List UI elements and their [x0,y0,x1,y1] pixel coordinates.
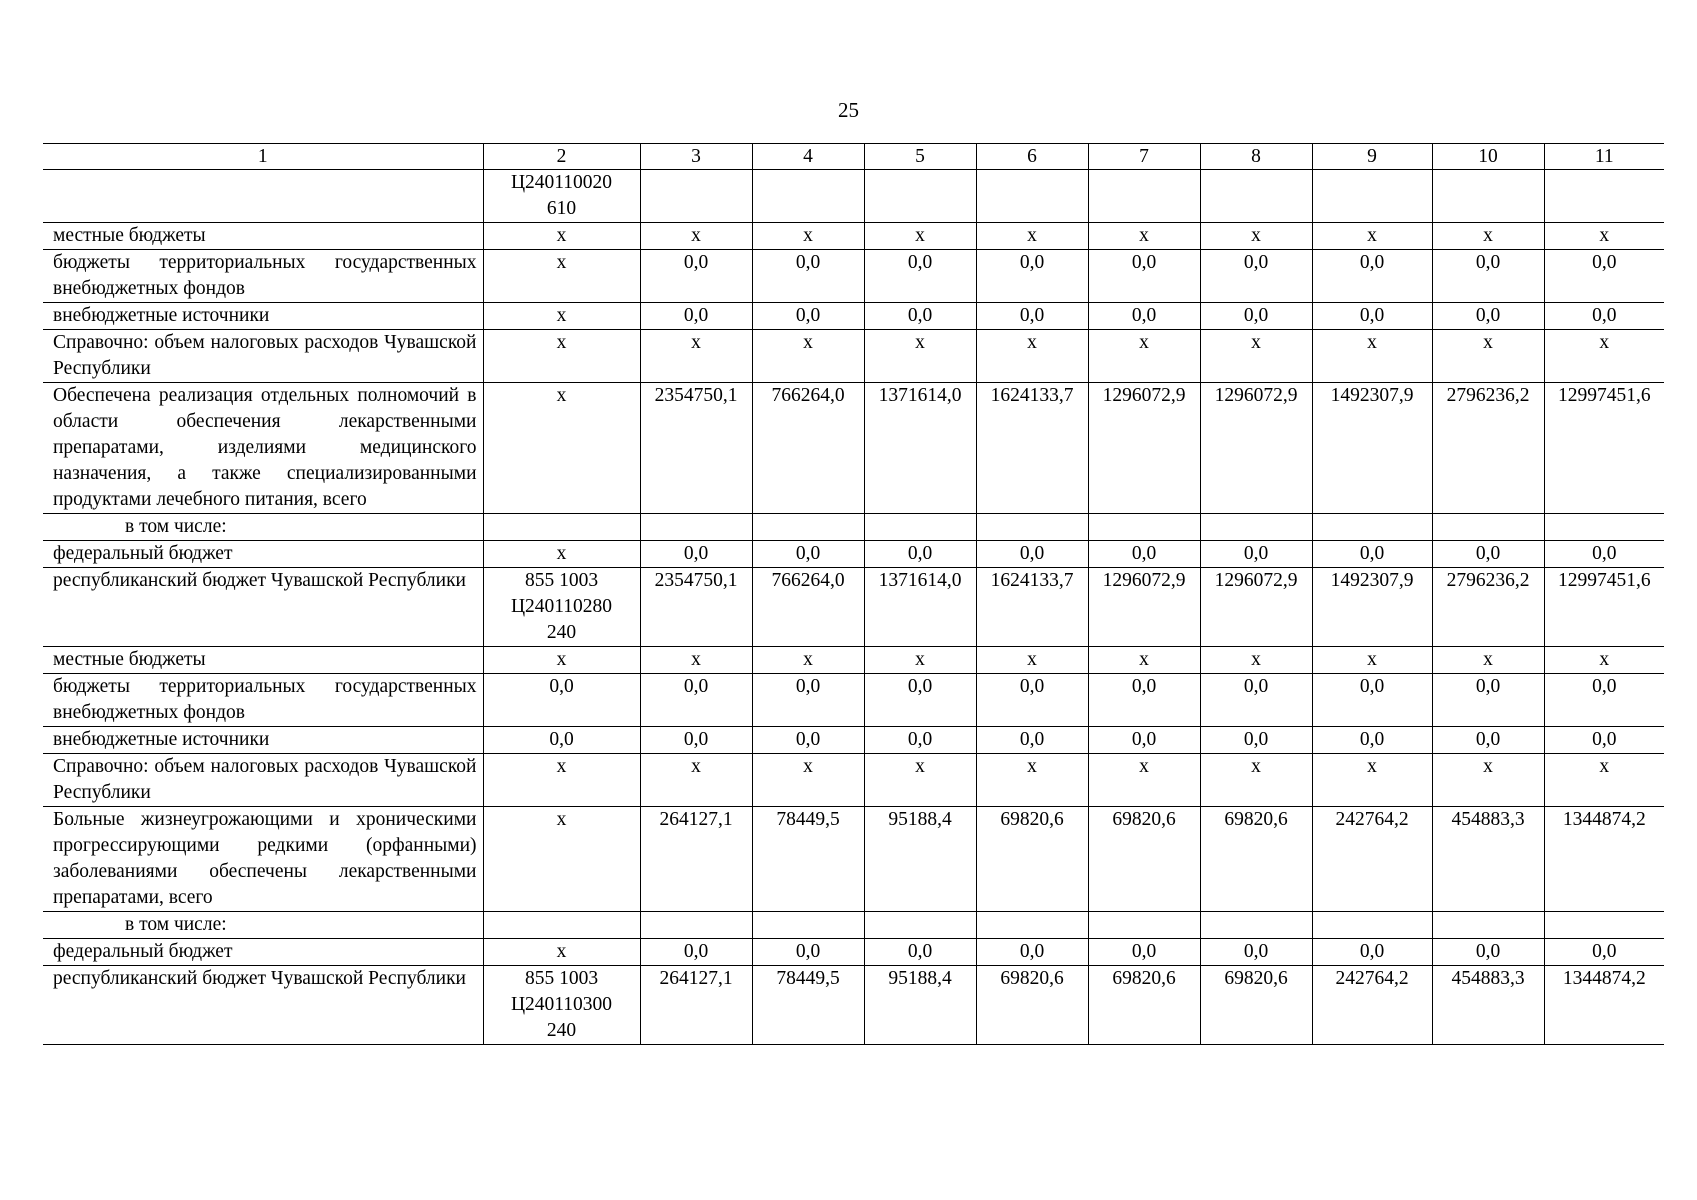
value-cell-col-5: 0,0 [864,303,976,330]
value-cell-col-3: 264127,1 [640,807,752,912]
budget-code-cell: x [483,647,640,674]
value-cell-col-3: x [640,754,752,807]
value-cell-col-7: 1296072,9 [1088,568,1200,647]
budget-code-cell [483,514,640,541]
budget-code-cell [483,912,640,939]
value-cell-col-3: 264127,1 [640,966,752,1045]
value-cell-col-8: x [1200,330,1312,383]
table-row [43,303,1664,330]
value-cell-col-9: 1492307,9 [1312,568,1432,647]
value-cell-col-8: x [1200,647,1312,674]
value-cell-col-8: 1296072,9 [1200,383,1312,514]
value-cell-col-3 [640,912,752,939]
row-label: республиканский бюджет Чувашской Республики [43,966,483,1045]
value-cell-col-4: x [752,223,864,250]
value-cell-col-5: 95188,4 [864,807,976,912]
row-label: местные бюджеты [43,223,483,250]
row-label: бюджеты территориальных государственных внебюджетных фондов [43,674,483,727]
value-cell-col-7: 0,0 [1088,541,1200,568]
value-cell-col-7: 69820,6 [1088,966,1200,1045]
row-label: Справочно: объем налоговых расходов Чувашской Республики [43,330,483,383]
budget-code-cell: x [483,330,640,383]
value-cell-col-4 [752,514,864,541]
value-cell-col-7 [1088,170,1200,223]
value-cell-col-4 [752,912,864,939]
value-cell-col-4: 0,0 [752,674,864,727]
value-cell-col-6: 0,0 [976,674,1088,727]
column-header-10: 10 [1432,144,1544,170]
value-cell-col-11: 12997451,6 [1544,568,1664,647]
value-cell-col-5: 1371614,0 [864,568,976,647]
value-cell-col-7: 0,0 [1088,674,1200,727]
budget-code-cell: x [483,383,640,514]
value-cell-col-10: 0,0 [1432,939,1544,966]
value-cell-col-6: 69820,6 [976,966,1088,1045]
value-cell-col-7: 1296072,9 [1088,383,1200,514]
value-cell-col-11: 0,0 [1544,250,1664,303]
table-row [43,939,1664,966]
value-cell-col-3 [640,170,752,223]
value-cell-col-9 [1312,170,1432,223]
value-cell-col-10 [1432,514,1544,541]
value-cell-col-6: 0,0 [976,541,1088,568]
value-cell-col-3: 0,0 [640,541,752,568]
value-cell-col-5 [864,912,976,939]
budget-code-cell: 0,0 [483,674,640,727]
table-row [43,674,1664,727]
value-cell-col-6: 1624133,7 [976,383,1088,514]
value-cell-col-5: x [864,647,976,674]
table-row [43,912,1664,939]
value-cell-col-4: x [752,754,864,807]
column-header-3: 3 [640,144,752,170]
table-row [43,223,1664,250]
budget-code-cell: x [483,939,640,966]
value-cell-col-10 [1432,170,1544,223]
row-label: в том числе: [43,514,483,541]
value-cell-col-8: 69820,6 [1200,966,1312,1045]
value-cell-col-9: x [1312,647,1432,674]
value-cell-col-4: x [752,330,864,383]
value-cell-col-5: x [864,754,976,807]
table-row [43,647,1664,674]
column-header-7: 7 [1088,144,1200,170]
value-cell-col-4: 0,0 [752,303,864,330]
table-row [43,250,1664,303]
value-cell-col-3: 0,0 [640,674,752,727]
value-cell-col-9: 0,0 [1312,250,1432,303]
column-header-2: 2 [483,144,640,170]
value-cell-col-10: 0,0 [1432,250,1544,303]
value-cell-col-9 [1312,514,1432,541]
value-cell-col-8 [1200,912,1312,939]
value-cell-col-3: x [640,330,752,383]
row-label: в том числе: [43,912,483,939]
value-cell-col-10: 0,0 [1432,727,1544,754]
value-cell-col-9: 242764,2 [1312,807,1432,912]
value-cell-col-4: x [752,647,864,674]
value-cell-col-11: 1344874,2 [1544,807,1664,912]
value-cell-col-6 [976,514,1088,541]
row-label: Больные жизнеугрожающими и хроническими прогрессирующими редкими (орфанными) заболеваниями обеспечены лекарственными препаратами, всего [43,807,483,912]
value-cell-col-3 [640,514,752,541]
table-row [43,170,1664,223]
value-cell-col-11 [1544,170,1664,223]
value-cell-col-3: 0,0 [640,939,752,966]
value-cell-col-10: x [1432,754,1544,807]
value-cell-col-3: 0,0 [640,250,752,303]
table-row [43,383,1664,514]
value-cell-col-6: x [976,330,1088,383]
budget-code-cell: 855 1003 Ц240110300 240 [483,966,640,1045]
table-row [43,541,1664,568]
row-label: внебюджетные источники [43,303,483,330]
value-cell-col-5: 0,0 [864,727,976,754]
value-cell-col-11: 1344874,2 [1544,966,1664,1045]
value-cell-col-5: 0,0 [864,250,976,303]
table-row [43,727,1664,754]
value-cell-col-11: 12997451,6 [1544,383,1664,514]
budget-code-cell: x [483,754,640,807]
value-cell-col-4: 766264,0 [752,383,864,514]
value-cell-col-6 [976,912,1088,939]
value-cell-col-11 [1544,912,1664,939]
value-cell-col-6: 0,0 [976,939,1088,966]
budget-code-cell: 0,0 [483,727,640,754]
value-cell-col-5 [864,170,976,223]
table-body [43,144,1664,1045]
value-cell-col-10: x [1432,223,1544,250]
value-cell-col-10: 0,0 [1432,674,1544,727]
value-cell-col-9: 242764,2 [1312,966,1432,1045]
value-cell-col-7: x [1088,223,1200,250]
value-cell-col-3: 0,0 [640,303,752,330]
table-row [43,514,1664,541]
value-cell-col-4 [752,170,864,223]
value-cell-col-8: x [1200,223,1312,250]
value-cell-col-3: x [640,223,752,250]
row-label: республиканский бюджет Чувашской Республики [43,568,483,647]
value-cell-col-11: 0,0 [1544,674,1664,727]
value-cell-col-8: 69820,6 [1200,807,1312,912]
column-header-5: 5 [864,144,976,170]
value-cell-col-5: x [864,330,976,383]
table-row [43,568,1664,647]
column-header-4: 4 [752,144,864,170]
value-cell-col-9: x [1312,330,1432,383]
column-header-1: 1 [43,144,483,170]
value-cell-col-10: 2796236,2 [1432,568,1544,647]
value-cell-col-10: x [1432,330,1544,383]
row-label: федеральный бюджет [43,939,483,966]
value-cell-col-6: x [976,754,1088,807]
column-header-11: 11 [1544,144,1664,170]
column-header-8: 8 [1200,144,1312,170]
value-cell-col-4: 0,0 [752,939,864,966]
value-cell-col-7: x [1088,330,1200,383]
value-cell-col-5: 0,0 [864,541,976,568]
row-label: Обеспечена реализация отдельных полномочий в области обеспечения лекарственными препаратами, изделиями медицинского назначения, а также специализированными продуктами лечебного питания, всего [43,383,483,514]
value-cell-col-5 [864,514,976,541]
value-cell-col-3: 2354750,1 [640,568,752,647]
value-cell-col-6: 0,0 [976,303,1088,330]
value-cell-col-11: x [1544,647,1664,674]
value-cell-col-8: 0,0 [1200,939,1312,966]
value-cell-col-8 [1200,514,1312,541]
value-cell-col-8: 0,0 [1200,727,1312,754]
value-cell-col-5: 0,0 [864,674,976,727]
value-cell-col-9: 0,0 [1312,939,1432,966]
value-cell-col-9 [1312,912,1432,939]
value-cell-col-9: x [1312,754,1432,807]
value-cell-col-6: 0,0 [976,727,1088,754]
value-cell-col-7: 0,0 [1088,727,1200,754]
value-cell-col-8: x [1200,754,1312,807]
value-cell-col-8: 0,0 [1200,541,1312,568]
value-cell-col-3: x [640,647,752,674]
value-cell-col-8: 0,0 [1200,674,1312,727]
value-cell-col-11: x [1544,223,1664,250]
value-cell-col-4: 78449,5 [752,966,864,1045]
budget-code-cell: 855 1003 Ц240110280 240 [483,568,640,647]
budget-code-cell: x [483,541,640,568]
value-cell-col-5: x [864,223,976,250]
value-cell-col-6: x [976,647,1088,674]
value-cell-col-9: x [1312,223,1432,250]
header-row [43,144,1664,170]
row-label: местные бюджеты [43,647,483,674]
value-cell-col-10: 454883,3 [1432,807,1544,912]
value-cell-col-8 [1200,170,1312,223]
value-cell-col-11: 0,0 [1544,541,1664,568]
value-cell-col-4: 78449,5 [752,807,864,912]
value-cell-col-6 [976,170,1088,223]
value-cell-col-8: 0,0 [1200,303,1312,330]
value-cell-col-10 [1432,912,1544,939]
budget-code-cell: x [483,223,640,250]
table-row [43,754,1664,807]
value-cell-col-7: 0,0 [1088,250,1200,303]
value-cell-col-5: 95188,4 [864,966,976,1045]
value-cell-col-7 [1088,912,1200,939]
value-cell-col-9: 0,0 [1312,541,1432,568]
row-label: внебюджетные источники [43,727,483,754]
value-cell-col-6: x [976,223,1088,250]
budget-code-cell: x [483,303,640,330]
value-cell-col-10: 0,0 [1432,303,1544,330]
value-cell-col-8: 1296072,9 [1200,568,1312,647]
value-cell-col-4: 0,0 [752,727,864,754]
value-cell-col-6: 69820,6 [976,807,1088,912]
budget-table [43,143,1664,1045]
page-number: 25 [838,98,859,122]
row-label: федеральный бюджет [43,541,483,568]
value-cell-col-4: 766264,0 [752,568,864,647]
value-cell-col-11: 0,0 [1544,727,1664,754]
value-cell-col-6: 1624133,7 [976,568,1088,647]
row-label [43,170,483,223]
value-cell-col-5: 0,0 [864,939,976,966]
value-cell-col-9: 0,0 [1312,303,1432,330]
value-cell-col-11: 0,0 [1544,939,1664,966]
budget-code-cell: x [483,807,640,912]
row-label: бюджеты территориальных государственных внебюджетных фондов [43,250,483,303]
value-cell-col-6: 0,0 [976,250,1088,303]
value-cell-col-3: 2354750,1 [640,383,752,514]
value-cell-col-7: 69820,6 [1088,807,1200,912]
budget-code-cell: Ц240110020 610 [483,170,640,223]
value-cell-col-4: 0,0 [752,250,864,303]
value-cell-col-11: x [1544,330,1664,383]
value-cell-col-9: 0,0 [1312,674,1432,727]
column-header-9: 9 [1312,144,1432,170]
value-cell-col-7: 0,0 [1088,939,1200,966]
value-cell-col-7: x [1088,647,1200,674]
value-cell-col-10: 454883,3 [1432,966,1544,1045]
table-row [43,330,1664,383]
value-cell-col-10: 0,0 [1432,541,1544,568]
value-cell-col-7: 0,0 [1088,303,1200,330]
value-cell-col-11: x [1544,754,1664,807]
value-cell-col-10: x [1432,647,1544,674]
table-row [43,966,1664,1045]
column-header-6: 6 [976,144,1088,170]
value-cell-col-11: 0,0 [1544,303,1664,330]
value-cell-col-10: 2796236,2 [1432,383,1544,514]
value-cell-col-9: 1492307,9 [1312,383,1432,514]
value-cell-col-5: 1371614,0 [864,383,976,514]
value-cell-col-9: 0,0 [1312,727,1432,754]
value-cell-col-4: 0,0 [752,541,864,568]
row-label: Справочно: объем налоговых расходов Чувашской Республики [43,754,483,807]
value-cell-col-8: 0,0 [1200,250,1312,303]
value-cell-col-11 [1544,514,1664,541]
value-cell-col-3: 0,0 [640,727,752,754]
budget-code-cell: x [483,250,640,303]
value-cell-col-7 [1088,514,1200,541]
table-row [43,807,1664,912]
value-cell-col-7: x [1088,754,1200,807]
